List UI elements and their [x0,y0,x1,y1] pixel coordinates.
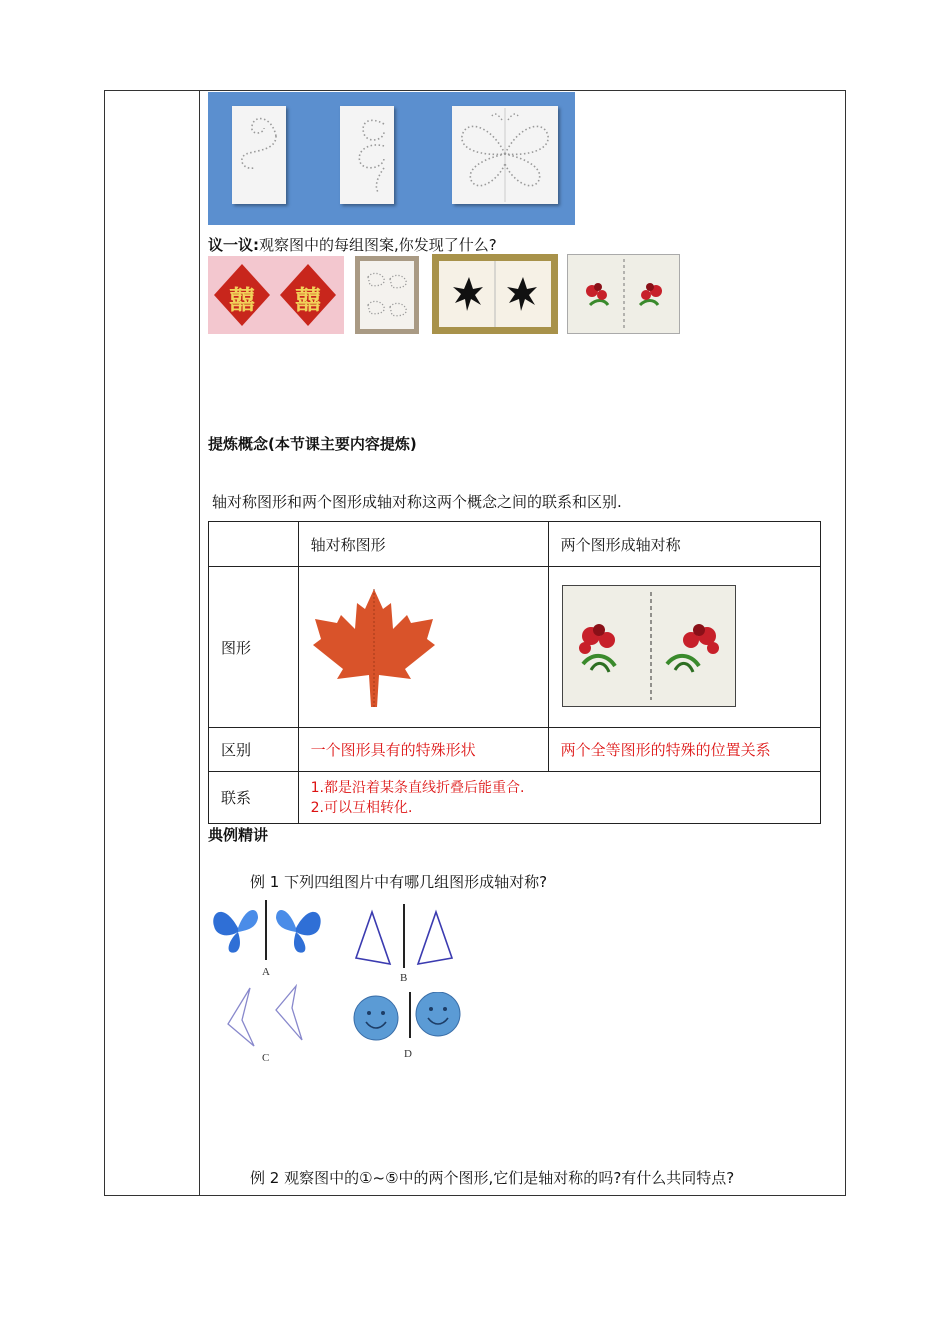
concept-intro: 轴对称图形和两个图形成轴对称这两个概念之间的联系和区别. [212,493,622,511]
example-2-question: 例 2 观察图中的①~⑤中的两个图形,它们是轴对称的吗?有什么共同特点? [250,1169,735,1187]
quadrilaterals-pair [222,984,312,1048]
triangles-pair [350,902,460,968]
double-happiness-right: 囍 [295,286,322,316]
label-d: D [404,1048,412,1060]
concept-table [208,521,821,824]
label-c: C [262,1052,270,1064]
table-header-row [209,522,821,567]
folded-card-2 [340,106,394,204]
black-leaves-image [432,254,558,334]
discussion-title: 议一议: [208,236,259,254]
table-row-relation [209,772,821,824]
double-happiness-image [208,256,344,334]
difference-two-figures: 两个全等图形的特殊的位置关系 [548,728,820,772]
folded-card-1 [232,106,286,204]
red-flowers-image [567,254,680,334]
maple-leaf-cell [298,567,548,728]
header-axis-symmetric-figure: 轴对称图形 [298,522,548,567]
butterflies-pair [208,898,324,964]
folded-card-3 [452,106,558,204]
row-label-figure: 图形 [209,567,299,728]
two-flowers-image [562,585,736,707]
left-column-divider [199,90,200,1196]
relation-line-2: 2.可以互相转化. [310,799,413,816]
discussion-line [208,234,497,255]
two-flowers-cell [548,567,820,728]
relation-line-1: 1.都是沿着某条直线折叠后能重合. [310,779,525,796]
smileys-pair [352,992,462,1044]
double-happiness-left: 囍 [229,286,256,316]
footprints-image [355,256,419,334]
row-label-difference: 区别 [209,728,299,772]
example-1-question: 例 1 下列四组图片中有哪几组图形成轴对称? [250,873,548,891]
table-corner-cell [209,522,299,567]
difference-axis-symmetric: 一个图形具有的特殊形状 [298,728,548,772]
header-two-figures-symmetric: 两个图形成轴对称 [548,522,820,567]
dotted-knot-outline [340,106,394,204]
table-row-difference [209,728,821,772]
maple-leaf-image [299,567,548,727]
dotted-butterfly-outline [452,106,558,204]
concept-heading: 提炼概念(本节课主要内容提炼) [208,435,417,453]
label-a: A [262,966,270,978]
table-row-figure [209,567,821,728]
row-label-relation: 联系 [209,772,299,824]
folded-paper-panel [208,92,575,225]
label-b: B [400,972,408,984]
relation-cell [298,772,820,824]
dotted-swirl-outline [232,106,286,204]
examples-heading: 典例精讲 [208,826,269,844]
discussion-prompt: 观察图中的每组图案,你发现了什么? [259,236,497,254]
